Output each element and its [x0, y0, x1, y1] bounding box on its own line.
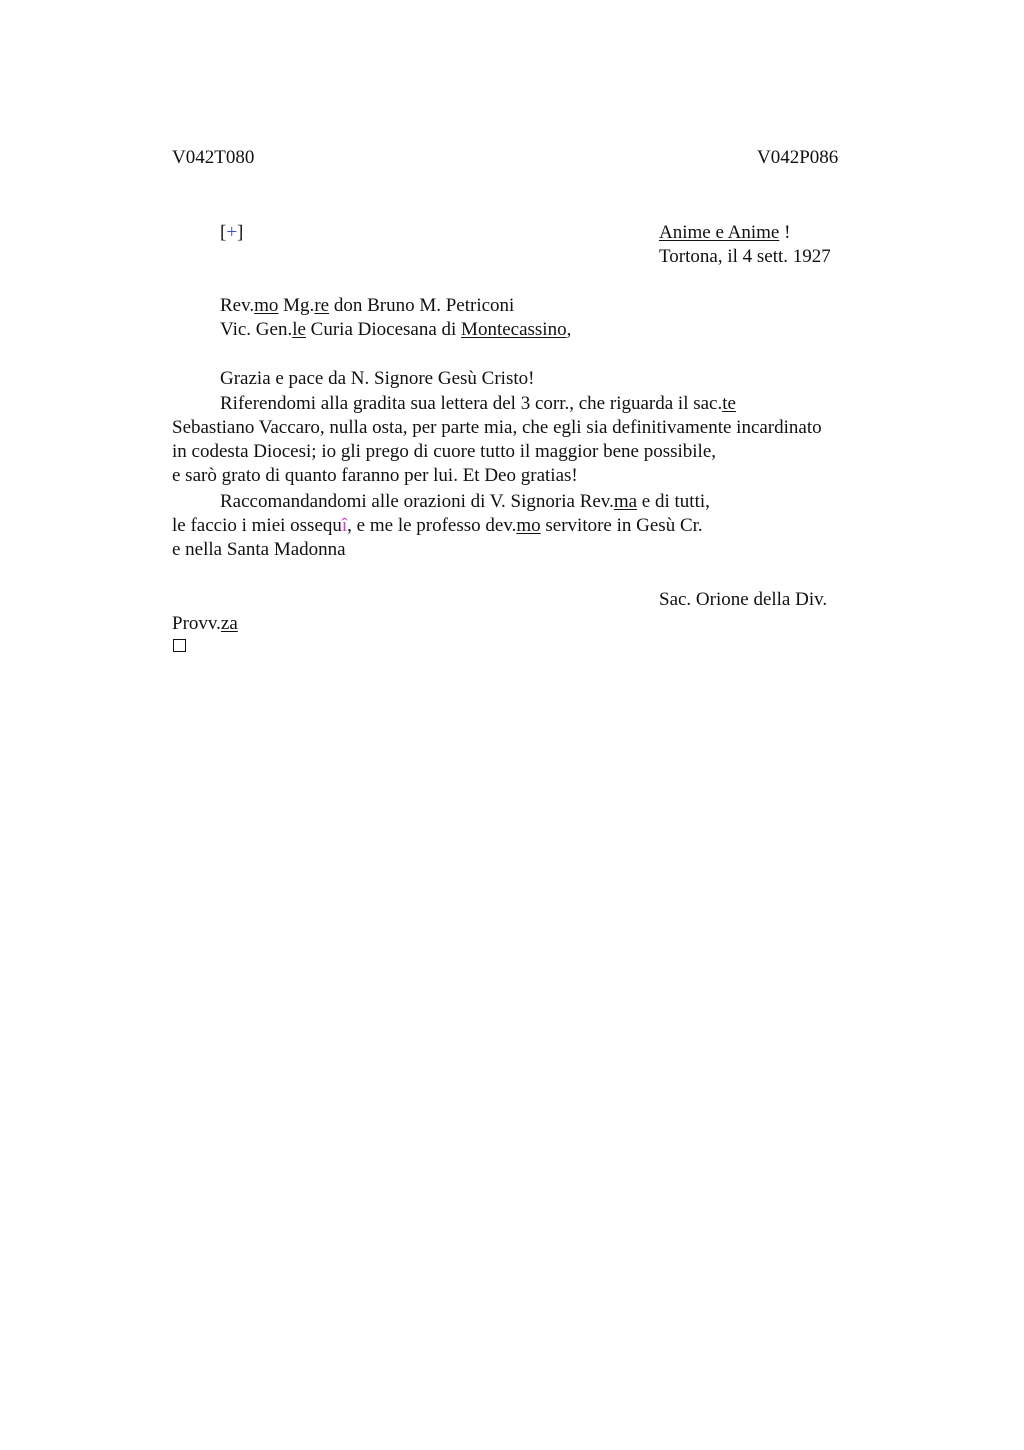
text-run: Raccomandandomi alle orazioni di V. Signoria Rev.: [220, 491, 614, 512]
bracket-open: [: [220, 222, 227, 243]
document-code-left: V042T080: [172, 147, 255, 168]
accented-letter: î: [341, 515, 348, 536]
addressee-curia: Curia Diocesana di: [305, 319, 462, 340]
text-run: e di tutti,: [637, 491, 710, 512]
paragraph-2-line-1: [220, 490, 710, 514]
greeting: Grazia e pace da N. Signore Gesù Cristo!: [220, 368, 535, 389]
addressee-name: don Bruno M. Petriconi: [329, 295, 515, 316]
addressee-title: Rev.: [220, 295, 255, 316]
place-date: Tortona, il 4 sett. 1927: [659, 246, 831, 267]
text-run: Provv.: [172, 613, 221, 634]
abbrev-superscript: le: [292, 319, 306, 340]
addressee-line-1: [220, 294, 514, 318]
paragraph-1-line-3: in codesta Diocesi; io gli prego di cuore tutto il maggior bene possibile,: [172, 441, 717, 462]
addressee-line-2: [220, 318, 571, 342]
document-code-right: V042P086: [757, 147, 839, 168]
bracket-close: ]: [237, 222, 244, 243]
paragraph-2-line-2: [172, 514, 703, 538]
addressee-role: Vic. Gen.: [220, 319, 293, 340]
cross-mark: [220, 221, 243, 245]
text-run: le faccio i miei ossequ: [172, 515, 342, 536]
abbrev-superscript: mo: [254, 295, 279, 316]
punctuation: ,: [566, 319, 572, 340]
abbrev-superscript: ma: [613, 491, 638, 512]
signature-line-1: Sac. Orione della Div.: [659, 589, 828, 610]
cross-icon: +: [226, 222, 238, 243]
paragraph-1-line-2: Sebastiano Vaccaro, nulla osta, per parte mia, che egli sia definitivamente incardinato: [172, 417, 822, 438]
abbrev-superscript: mo: [516, 515, 541, 536]
abbrev-superscript: te: [722, 393, 736, 414]
motto-exclamation: !: [779, 222, 791, 243]
addressee-title-2: Mg.: [278, 295, 315, 316]
checkbox-icon: [173, 639, 186, 652]
paragraph-2-line-3: e nella Santa Madonna: [172, 539, 346, 560]
abbrev-superscript: re: [314, 295, 330, 316]
paragraph-1-line-4: e sarò grato di quanto faranno per lui. Et Deo gratias!: [172, 465, 578, 486]
paragraph-1-line-1: [220, 392, 736, 416]
text-run: Riferendomi alla gradita sua lettera del 3 corr., che riguarda il sac.: [220, 393, 723, 414]
signature-line-2: [172, 612, 238, 636]
text-run: , e me le professo dev.: [347, 515, 517, 536]
addressee-place: Montecassino: [461, 319, 567, 340]
abbrev-superscript: za: [220, 613, 238, 634]
text-run: servitore in Gesù Cr.: [540, 515, 703, 536]
motto-text: Anime e Anime: [659, 222, 780, 243]
motto: [659, 221, 790, 245]
